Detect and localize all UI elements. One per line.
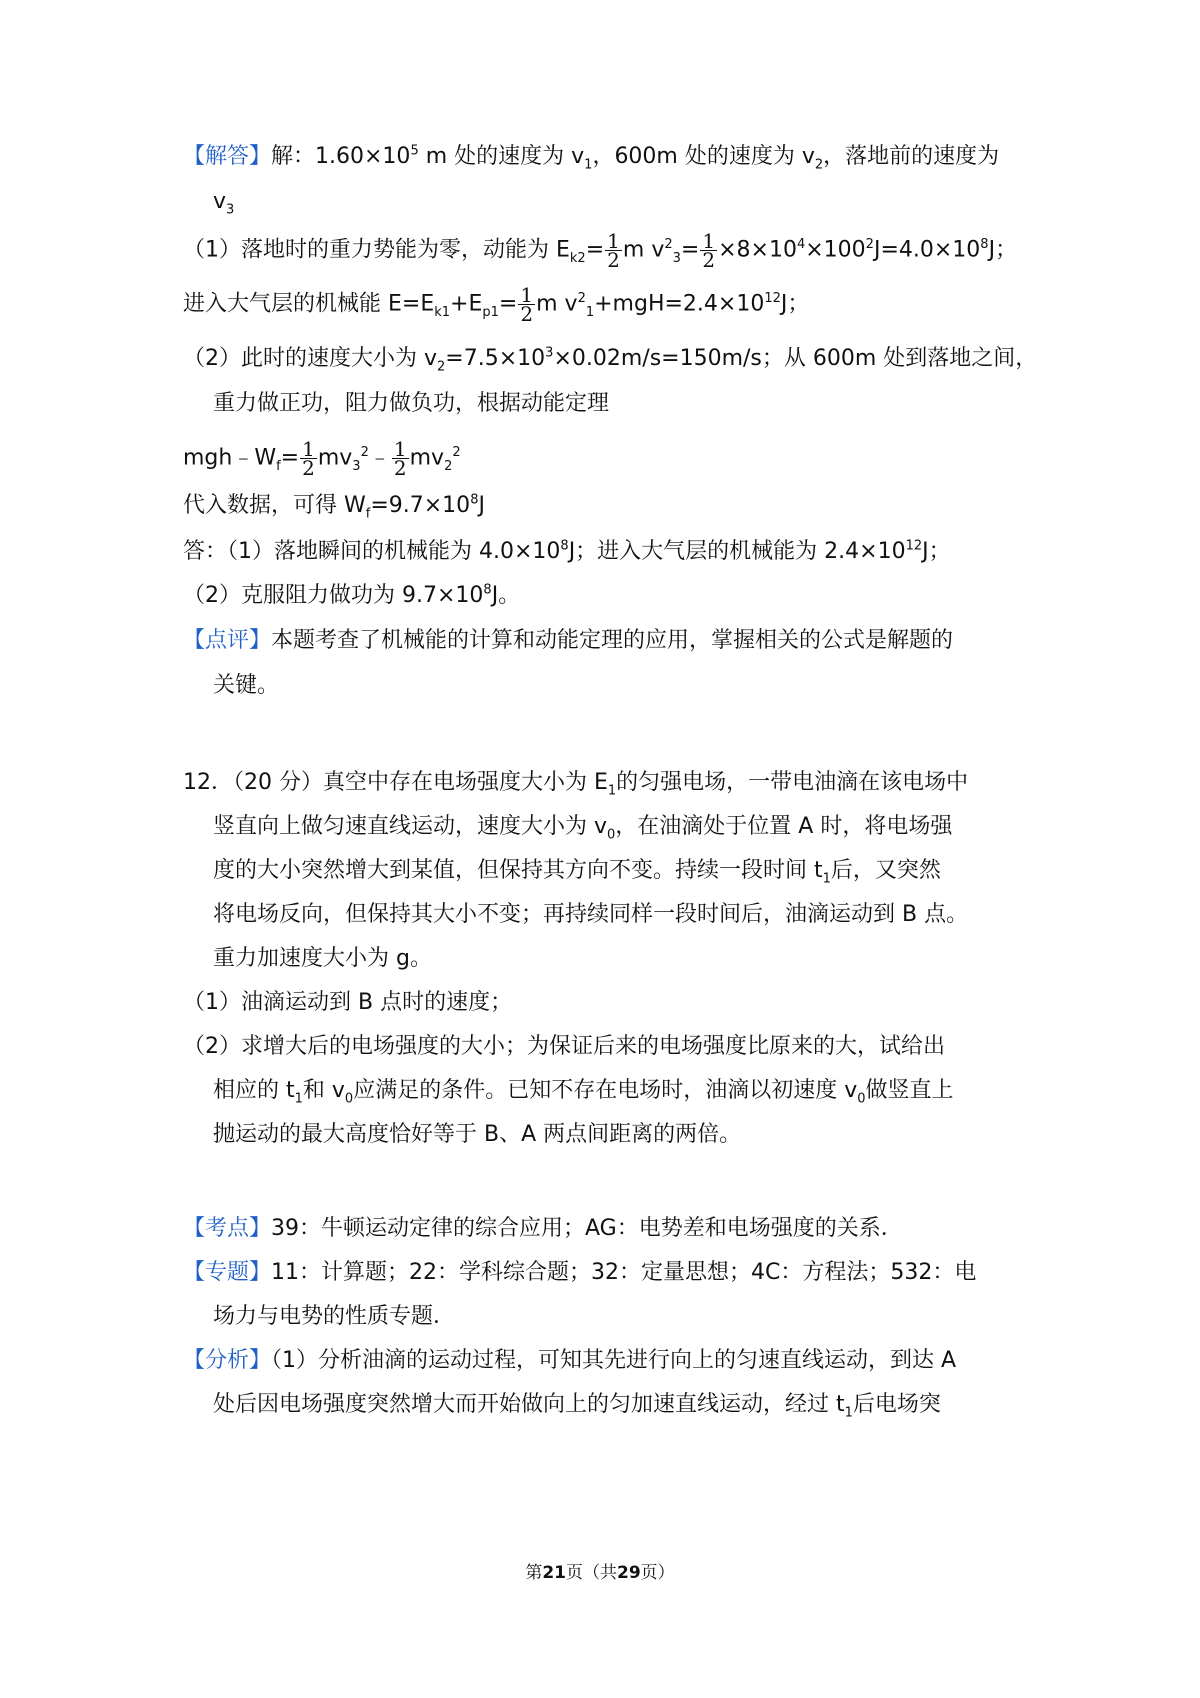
equation-line: $mgh﹣W_f=$ $\frac{1}{2}$ $mv_3^2﹣$ $\frac{1}{2}$ $mv_2^2$ — [183, 437, 461, 480]
solution-part2-line: （2）此时的速度大小为 $v_2=7.5\times 10^3\times 0.02m/s=150m/s$；从 600m 处到落地之间， — [183, 345, 1038, 375]
total-pages: 29 — [617, 1563, 641, 1583]
question-12-sub-2-line-2: 相应的 $t_1$和 $v_0$应满足的条件。已知不存在电场时，油滴以初速度 $v_0$做竖直上 — [213, 1078, 954, 1107]
substitution-line: 代入数据，可得 $W_f=9.7\times 10^8J$ — [183, 492, 485, 522]
kaodian-line: 【考点】39：牛顿运动定律的综合应用；AG：电势差和电场强度的关系． — [183, 1216, 903, 1241]
fraction: $\frac{1}{2}$ — [607, 229, 620, 272]
solution-tag: 【解答】 — [183, 144, 272, 169]
question-12-line-4: 将电场反向，但保持其大小不变；再持续同样一段时间后，油滴运动到 B 点。 — [213, 902, 969, 927]
page-number: 21 — [542, 1563, 566, 1583]
question-12-sub-2-line-3: 抛运动的最大高度恰好等于 B、A 两点间距离的两倍。 — [213, 1122, 742, 1147]
fraction: $\frac{1}{2}$ — [393, 437, 407, 480]
solution-part1-line: （1）落地时的重力势能为零，动能为 $E_{k2}=$ $\frac{1}{2}$ m $v^2_3=$ $\frac{1}{2}$ $\times 8\times 10^4\times 100^2J=4.0\times 10^8J$； — [183, 229, 1018, 272]
question-12-line-1: 12．（20 分）真空中存在电场强度大小为 $E_1$的匀强电场，一带电油滴在该电场中 — [183, 770, 969, 799]
kaodian-tag: 【考点】 — [183, 1216, 272, 1241]
solution-intro-line-2: $v_3$ — [213, 189, 235, 218]
fenxi-line: 【分析】（1）分析油滴的运动过程，可知其先进行向上的匀速直线运动，到达 A — [183, 1348, 957, 1373]
fraction: $\frac{1}{2}$ — [302, 437, 315, 480]
question-12-line-2: 竖直向上做匀速直线运动，速度大小为 $v_0$，在油滴处于位置 A 时，将电场强 — [213, 814, 953, 843]
answer-line-2: （2）克服阻力做功为 $9.7\times 10^8J$。 — [183, 582, 521, 608]
zhuanti-line-2: 场力与电势的性质专题． — [213, 1304, 456, 1329]
question-12-sub-2-line-1: （2）求增大后的电场强度的大小；为保证后来的电场强度比原来的大，试给出 — [183, 1034, 945, 1059]
page-footer: 第21页（共29页） — [525, 1563, 675, 1583]
fraction: $\frac{1}{2}$ — [520, 283, 534, 326]
comment-tag: 【点评】 — [183, 628, 272, 653]
solution-intro-line: 【解答】解：$1.60\times 10^5$ m 处的速度为 $v_1$，600m 处的速度为 $v_2$，落地前的速度为 — [183, 143, 1000, 173]
zhuanti-tag: 【专题】 — [183, 1260, 272, 1285]
fraction: $\frac{1}{2}$ — [702, 229, 716, 272]
comment-line: 【点评】本题考查了机械能的计算和动能定理的应用，掌握相关的公式是解题的 — [183, 628, 954, 653]
solution-part2-line-2: 重力做正功，阻力做负功，根据动能定理 — [213, 391, 610, 416]
fenxi-tag: 【分析】 — [183, 1348, 272, 1373]
fenxi-line-2: 处后因电场强度突然增大而开始做向上的匀加速直线运动，经过 $t_1$后电场突 — [213, 1392, 941, 1421]
comment-line-2: 关键。 — [213, 673, 280, 698]
question-12-line-5: 重力加速度大小为 g。 — [213, 946, 432, 971]
solution-energy-line: 进入大气层的机械能 $E=E_{k1}+E_{p1}=$ $\frac{1}{2}$ m $v^2_1+mgH=2.4\times 10^{12}J$； — [183, 283, 810, 326]
question-12-line-3: 度的大小突然增大到某值，但保持其方向不变。持续一段时间 $t_1$后，又突然 — [213, 858, 941, 887]
zhuanti-line: 【专题】11：计算题；22：学科综合题；32：定量思想；4C：方程法；532：电 — [183, 1260, 977, 1285]
question-12-sub-1: （1）油滴运动到 B 点时的速度； — [183, 990, 513, 1015]
answer-line-1: 答：（1）落地瞬间的机械能为 $4.0\times 10^8J$；进入大气层的机械能为 $2.4\times 10^{12}J$； — [183, 538, 951, 564]
